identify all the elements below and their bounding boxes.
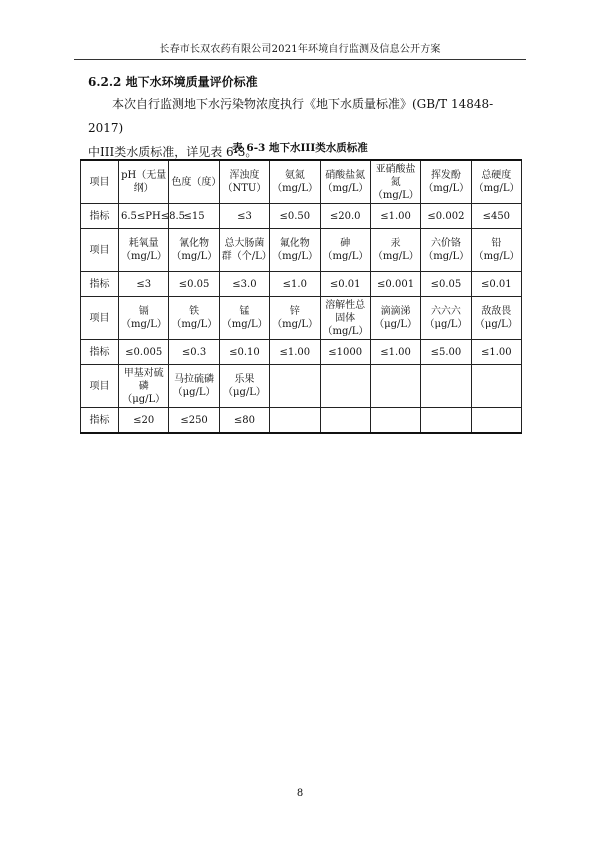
table-row-items [81, 297, 522, 340]
parameter-name-cell: 锰（mg/L） [219, 297, 269, 340]
table-row-values [81, 204, 522, 229]
limit-value-cell: ≤0.3 [169, 340, 219, 365]
parameter-name-cell [270, 365, 320, 408]
parameter-name-cell [320, 365, 370, 408]
row-label-item: 项目 [81, 229, 119, 272]
table-row-items [81, 229, 522, 272]
limit-value-cell: ≤15 [169, 204, 219, 229]
paragraph-line-2: 中III类水质标准，详见表 6-3。 [88, 145, 258, 159]
parameter-name-cell: 硝酸盐氮（mg/L） [320, 160, 370, 204]
limit-value-cell [370, 408, 420, 434]
limit-value-cell: ≤0.002 [421, 204, 471, 229]
limit-value-cell: ≤0.50 [270, 204, 320, 229]
limit-value-cell [270, 408, 320, 434]
limit-value-cell [320, 408, 370, 434]
limit-value-cell: ≤1.00 [471, 340, 521, 365]
table-row-values [81, 340, 522, 365]
section-heading: 6.2.2 地下水环境质量评价标准 [88, 75, 258, 89]
parameter-name-cell: 敌敌畏（μg/L） [471, 297, 521, 340]
groundwater-standard-table [80, 159, 522, 434]
limit-value-cell: ≤5.00 [421, 340, 471, 365]
limit-value-cell: ≤0.001 [370, 272, 420, 297]
parameter-name-cell: 马拉硫磷（μg/L） [169, 365, 219, 408]
table-row-values [81, 272, 522, 297]
parameter-name-cell [421, 365, 471, 408]
parameter-name-cell [370, 365, 420, 408]
parameter-name-cell: 色度（度） [169, 160, 219, 204]
row-label-value: 指标 [81, 340, 119, 365]
row-label-value: 指标 [81, 408, 119, 434]
limit-value-cell: ≤1.00 [370, 204, 420, 229]
row-label-value: 指标 [81, 204, 119, 229]
parameter-name-cell: 六六六（μg/L） [421, 297, 471, 340]
parameter-name-cell [471, 365, 521, 408]
parameter-name-cell: 六价铬（mg/L） [421, 229, 471, 272]
parameter-name-cell: 铅（mg/L） [471, 229, 521, 272]
parameter-name-cell: 锌（mg/L） [270, 297, 320, 340]
parameter-name-cell: 总大肠菌群（个/L） [219, 229, 269, 272]
parameter-name-cell: 溶解性总固体（mg/L） [320, 297, 370, 340]
parameter-name-cell: 甲基对硫磷（μg/L） [119, 365, 169, 408]
parameter-name-cell: 铁（mg/L） [169, 297, 219, 340]
limit-value-cell: 6.5≤PH≤8.5 [119, 204, 169, 229]
parameter-name-cell: 砷（mg/L） [320, 229, 370, 272]
limit-value-cell: ≤0.05 [169, 272, 219, 297]
table-caption: 表 6-3 地下水III类水质标准 [232, 142, 368, 154]
parameter-name-cell: 总硬度（mg/L） [471, 160, 521, 204]
parameter-name-cell: 滴滴涕（μg/L） [370, 297, 420, 340]
limit-value-cell [421, 408, 471, 434]
parameter-name-cell: 亚硝酸盐氮（mg/L） [370, 160, 420, 204]
table-row-values [81, 408, 522, 434]
limit-value-cell: ≤1.00 [370, 340, 420, 365]
row-label-value: 指标 [81, 272, 119, 297]
parameter-name-cell: 浑浊度（NTU） [219, 160, 269, 204]
limit-value-cell: ≤0.10 [219, 340, 269, 365]
limit-value-cell: ≤250 [169, 408, 219, 434]
parameter-name-cell: pH（无量纲） [119, 160, 169, 204]
table-row-items [81, 365, 522, 408]
limit-value-cell: ≤80 [219, 408, 269, 434]
running-header: 长春市长双农药有限公司2021年环境自行监测及信息公开方案 [74, 40, 526, 60]
parameter-name-cell: 氟化物（mg/L） [270, 229, 320, 272]
limit-value-cell: ≤0.01 [320, 272, 370, 297]
parameter-name-cell: 挥发酚（mg/L） [421, 160, 471, 204]
limit-value-cell: ≤3.0 [219, 272, 269, 297]
parameter-name-cell: 乐果（μg/L） [219, 365, 269, 408]
limit-value-cell: ≤1.0 [270, 272, 320, 297]
row-label-item: 项目 [81, 160, 119, 204]
limit-value-cell: ≤3 [219, 204, 269, 229]
limit-value-cell: ≤1000 [320, 340, 370, 365]
limit-value-cell: ≤1.00 [270, 340, 320, 365]
parameter-name-cell: 汞（mg/L） [370, 229, 420, 272]
parameter-name-cell: 耗氧量（mg/L） [119, 229, 169, 272]
limit-value-cell: ≤0.01 [471, 272, 521, 297]
limit-value-cell [471, 408, 521, 434]
parameter-name-cell: 氰化物（mg/L） [169, 229, 219, 272]
limit-value-cell: ≤0.05 [421, 272, 471, 297]
limit-value-cell: ≤450 [471, 204, 521, 229]
limit-value-cell: ≤20.0 [320, 204, 370, 229]
page-number: 8 [296, 788, 304, 799]
parameter-name-cell: 镉（mg/L） [119, 297, 169, 340]
paragraph-line-1: 本次自行监测地下水污染物浓度执行《地下水质量标准》(GB/T 14848-2017) [88, 97, 494, 135]
parameter-name-cell: 氨氮（mg/L） [270, 160, 320, 204]
row-label-item: 项目 [81, 365, 119, 408]
limit-value-cell: ≤3 [119, 272, 169, 297]
row-label-item: 项目 [81, 297, 119, 340]
limit-value-cell: ≤0.005 [119, 340, 169, 365]
table-row-items [81, 160, 522, 204]
limit-value-cell: ≤20 [119, 408, 169, 434]
